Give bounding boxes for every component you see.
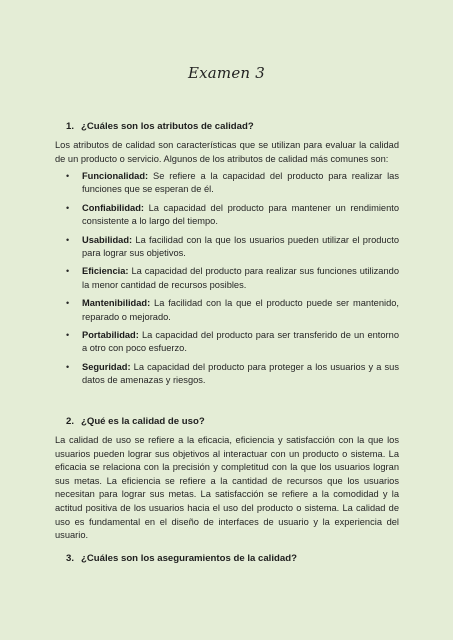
list-item xyxy=(55,234,399,261)
question-3 xyxy=(66,553,297,564)
question-1-text: ¿Cuáles son los atributos de calidad? xyxy=(81,121,254,132)
list-item xyxy=(55,202,399,229)
question-3-text: ¿Cuáles son los aseguramientos de la calidad? xyxy=(81,553,297,564)
attribute-term: Usabilidad: xyxy=(82,234,133,245)
bullet-icon: • xyxy=(66,202,70,213)
bullet-icon: • xyxy=(66,361,70,372)
list-item xyxy=(55,265,399,292)
intro-paragraph: Los atributos de calidad son características que se utilizan para evaluar la calidad de un producto o servicio. Algunos de los atributos de calidad más comunes son: xyxy=(55,140,399,164)
list-item xyxy=(55,297,399,324)
question-2-text: ¿Qué es la calidad de uso? xyxy=(81,416,205,427)
bullet-icon: • xyxy=(66,298,70,309)
attribute-desc: La facilidad con la que el producto puede ser mantenido, reparado o mejorado. xyxy=(82,298,399,322)
bullet-icon: • xyxy=(66,266,70,277)
attribute-desc: La capacidad del producto para ser transferido de un entorno a otro con poco esfuerzo. xyxy=(82,330,399,354)
page-title: Examen 3 xyxy=(187,64,266,82)
attribute-desc: La capacidad del producto para proteger a los usuarios y a sus datos de amenazas y riesgos. xyxy=(82,361,399,386)
attribute-term: Confiabilidad: xyxy=(82,202,144,213)
bullet-icon: • xyxy=(66,234,70,245)
question-3-number: 3. xyxy=(66,553,75,564)
attribute-desc: La facilidad con la que los usuarios pueden utilizar el producto para lograr sus objetivos. xyxy=(82,234,399,259)
question-1-number: 1. xyxy=(66,121,75,132)
list-item xyxy=(55,170,399,197)
attribute-term: Eficiencia: xyxy=(82,266,129,277)
attribute-term: Portabilidad: xyxy=(82,330,139,341)
answer-2-paragraph: La calidad de uso se refiere a la eficacia, eficiencia y satisfacción con la que los usuarios pueden lograr sus objetivos al interactuar con un producto o sistema. La eficacia se relaciona con la precisión y completitud con la que los usuarios logran sus metas. La eficiencia se refiere a la cantidad de recursos que los usuarios necesitan para lograr sus metas. La satisfacción se refiere a la comodidad y la actitud positiva de los usuarios hacia el uso del producto o sistema. La calidad de uso es fundamental en el diseño de interfaces de usuario y la experiencia del usuario. xyxy=(55,435,399,541)
list-item xyxy=(55,329,399,356)
bullet-icon: • xyxy=(66,171,70,181)
list-item xyxy=(55,361,399,388)
question-1 xyxy=(66,121,254,132)
attribute-term: Funcionalidad: xyxy=(82,171,149,181)
question-2-number: 2. xyxy=(66,416,75,427)
bullet-icon: • xyxy=(66,330,70,341)
attribute-term: Seguridad: xyxy=(82,361,131,372)
attribute-term: Mantenibilidad: xyxy=(82,298,151,309)
attribute-list xyxy=(55,170,399,393)
attribute-desc: La capacidad del producto para mantener un rendimiento consistente a lo largo del tiempo. xyxy=(82,202,399,227)
attribute-desc: Se refiere a la capacidad del producto para realizar las funciones que se esperan de él. xyxy=(82,171,399,195)
question-2 xyxy=(66,416,205,427)
attribute-desc: La capacidad del producto para realizar sus funciones utilizando la menor cantidad de recursos posibles. xyxy=(82,266,399,290)
